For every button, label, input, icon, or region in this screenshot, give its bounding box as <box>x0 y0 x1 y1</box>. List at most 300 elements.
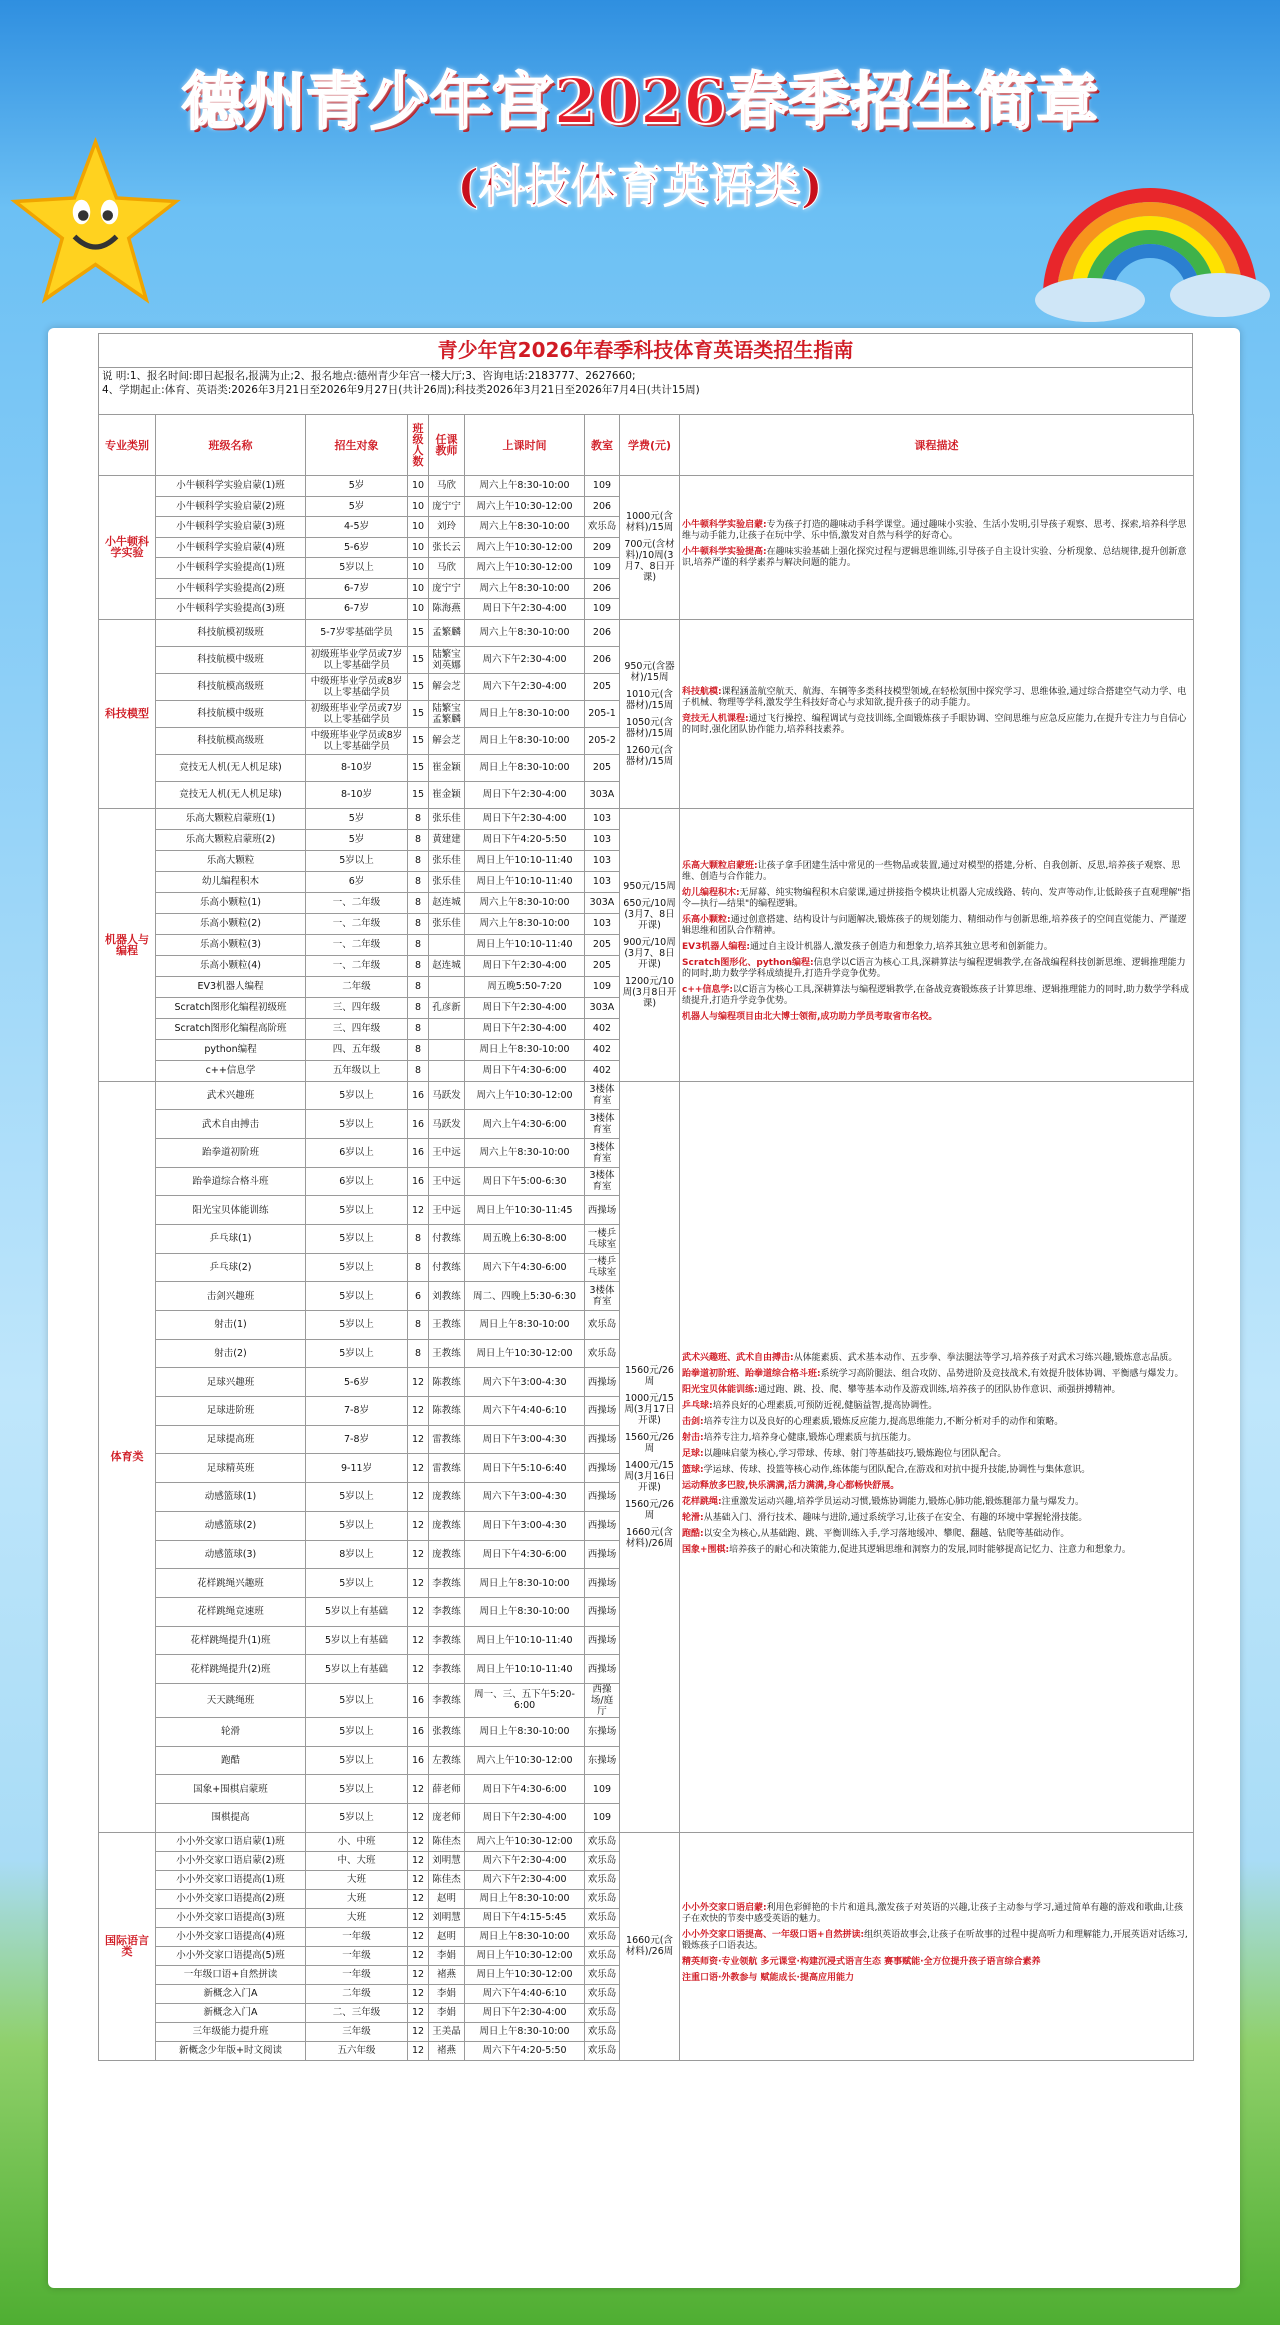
course-desc-text: 学运球、传球、投篮等核心动作,练体能与团队配合,在游戏和对抗中提升技能,协调性与集体意识。 <box>703 1464 1091 1475</box>
teacher-cell: 庞教练 <box>429 1483 465 1512</box>
course-desc-text: 从体能素质、武术基本动作、五步拳、拳法腿法等学习,培养孩子对武术习练兴趣,锻炼意志品质。 <box>793 1352 1178 1363</box>
course-desc-text: 专为孩子打造的趣味动手科学课堂。通过趣味小实验、生活小发明,引导孩子观察、思考、探索,培养科学思维与动手能力,让孩子在玩中学、乐中悟,激发对自然与科学的好奇心。 <box>682 520 1187 542</box>
time-cell: 周五晚上6:30-8:00 <box>465 1224 585 1253</box>
time-cell: 周日上午8:30-10:00 <box>465 1311 585 1340</box>
class-name-cell: 动感篮球(1) <box>156 1483 306 1512</box>
room-cell: 109 <box>585 976 620 997</box>
size-cell: 12 <box>408 1425 429 1454</box>
teacher-cell: 张乐佳 <box>429 913 465 934</box>
teacher-cell: 马欣 <box>429 476 465 497</box>
course-desc <box>682 1417 1191 1428</box>
course-desc-text: 组织英语故事会,让孩子在听故事的过程中提高听力和理解能力,开展英语对话练习,锻炼孩子口语表达。 <box>682 1930 1188 1952</box>
time-cell: 周六上午10:30-12:00 <box>465 558 585 579</box>
course-desc-heading: 武术兴趣班、武术自由搏击: <box>682 1352 794 1363</box>
table-row <box>99 1081 1194 1110</box>
room-cell: 103 <box>585 913 620 934</box>
teacher-cell: 刘明慧 <box>429 1908 465 1927</box>
teacher-cell: 刘明慧 <box>429 1851 465 1870</box>
time-cell: 周六上午8:30-10:00 <box>465 1138 585 1167</box>
size-cell: 12 <box>408 1655 429 1684</box>
teacher-cell: 褚燕 <box>429 2041 465 2060</box>
size-cell: 10 <box>408 496 429 517</box>
time-cell: 周六上午10:30-12:00 <box>465 496 585 517</box>
fee-text: 900元/10周(3月7、8日开课) <box>623 936 676 970</box>
teacher-cell: 解会芝 <box>429 673 465 700</box>
size-cell: 10 <box>408 476 429 497</box>
size-cell: 16 <box>408 1717 429 1746</box>
class-name-cell: 花样跳绳竞速班 <box>156 1597 306 1626</box>
room-cell: 西操场 <box>585 1397 620 1426</box>
time-cell: 周日上午10:30-12:00 <box>465 1946 585 1965</box>
size-cell: 16 <box>408 1746 429 1775</box>
target-cell: 三、四年级 <box>306 997 408 1018</box>
teacher-cell: 张乐佳 <box>429 808 465 829</box>
room-cell: 西操场 <box>585 1196 620 1225</box>
room-cell: 欢乐岛 <box>585 517 620 538</box>
teacher-cell <box>429 1039 465 1060</box>
class-name-cell: 足球精英班 <box>156 1454 306 1483</box>
target-cell: 9-11岁 <box>306 1454 408 1483</box>
room-cell: 欢乐岛 <box>585 2041 620 2060</box>
teacher-cell: 庞宁宁 <box>429 496 465 517</box>
class-name-cell: 小小外交家口语提高(3)班 <box>156 1908 306 1927</box>
room-cell: 109 <box>585 599 620 620</box>
course-desc-heading: 轮滑: <box>682 1512 704 1523</box>
target-cell: 5岁以上 <box>306 1569 408 1598</box>
target-cell: 6-7岁 <box>306 578 408 599</box>
teacher-cell: 黄建建 <box>429 829 465 850</box>
class-name-cell: 足球兴趣班 <box>156 1368 306 1397</box>
class-name-cell: 乒乓球(2) <box>156 1253 306 1282</box>
course-desc-text: 在趣味实验基础上强化探究过程与逻辑思维训练,引导孩子自主设计实验、分析现象、总结规律,提升创新意识,培养严谨的科学素养与解决问题的能力。 <box>682 547 1187 569</box>
target-cell: 5岁以上 <box>306 1511 408 1540</box>
class-name-cell: 跆拳道综合格斗班 <box>156 1167 306 1196</box>
time-cell: 周六下午3:00-4:30 <box>465 1368 585 1397</box>
course-desc-heading: 击剑: <box>682 1416 704 1427</box>
table-header-row <box>99 415 1194 476</box>
target-cell: 5岁以上 <box>306 1081 408 1110</box>
time-cell: 周日上午8:30-10:00 <box>465 1039 585 1060</box>
class-name-cell: 动感篮球(3) <box>156 1540 306 1569</box>
size-cell: 12 <box>408 1397 429 1426</box>
class-name-cell: 射击(2) <box>156 1339 306 1368</box>
course-desc <box>682 888 1191 910</box>
room-cell: 206 <box>585 646 620 673</box>
target-cell: 7-8岁 <box>306 1425 408 1454</box>
teacher-cell: 庞教练 <box>429 1511 465 1540</box>
category-cell: 体育类 <box>99 1081 156 1832</box>
teacher-cell: 雷教练 <box>429 1454 465 1483</box>
time-cell: 周日上午10:10-11:40 <box>465 871 585 892</box>
course-desc <box>682 942 1191 953</box>
size-cell: 10 <box>408 537 429 558</box>
room-cell: 西操场 <box>585 1626 620 1655</box>
time-cell: 周日下午4:20-5:50 <box>465 829 585 850</box>
class-name-cell: 三年级能力提升班 <box>156 2022 306 2041</box>
fee-cell <box>620 1832 680 2060</box>
room-cell: 303A <box>585 781 620 808</box>
guide-sheet <box>98 333 1193 2061</box>
room-cell: 209 <box>585 537 620 558</box>
target-cell: 5岁以上 <box>306 1339 408 1368</box>
teacher-cell: 王中远 <box>429 1196 465 1225</box>
room-cell: 103 <box>585 808 620 829</box>
target-cell: 一、二年级 <box>306 955 408 976</box>
teacher-cell: 褚燕 <box>429 1965 465 1984</box>
course-desc <box>682 687 1191 709</box>
course-desc-heading: 花样跳绳: <box>682 1496 722 1507</box>
size-cell: 8 <box>408 829 429 850</box>
class-name-cell: 新概念入门A <box>156 2003 306 2022</box>
target-cell: 五年级以上 <box>306 1060 408 1081</box>
time-cell: 周日上午8:30-10:00 <box>465 1597 585 1626</box>
course-desc-text: 培养专注力,培养身心健康,锻炼心理素质与抗压能力。 <box>703 1432 917 1443</box>
fee-text: 1010元(含器材)/15周 <box>625 688 674 711</box>
time-cell: 周六上午4:30-6:00 <box>465 1110 585 1139</box>
time-cell: 周五晚5:50-7:20 <box>465 976 585 997</box>
room-cell: 205 <box>585 955 620 976</box>
size-cell: 8 <box>408 1224 429 1253</box>
course-desc-text: 通过创意搭建、结构设计与问题解决,锻炼孩子的规划能力、精细动作与创新思维,培养孩子的空间直觉能力、严谨逻辑思维和团队合作精神。 <box>682 915 1187 936</box>
size-cell: 8 <box>408 1060 429 1081</box>
header-desc: 课程描述 <box>680 415 1194 476</box>
size-cell: 15 <box>408 727 429 754</box>
course-desc-heading: c++信息学: <box>682 985 734 995</box>
size-cell: 8 <box>408 1311 429 1340</box>
fee-text: 1560元/26周 <box>625 1364 674 1387</box>
time-cell: 周日下午4:30-6:00 <box>465 1060 585 1081</box>
size-cell: 15 <box>408 754 429 781</box>
target-cell: 8岁以上 <box>306 1540 408 1569</box>
teacher-cell <box>429 934 465 955</box>
room-cell: 103 <box>585 871 620 892</box>
teacher-cell: 孔彦新 <box>429 997 465 1018</box>
class-name-cell: 小牛顿科学实验提高(1)班 <box>156 558 306 579</box>
size-cell: 16 <box>408 1081 429 1110</box>
target-cell: 5岁以上 <box>306 558 408 579</box>
size-cell: 12 <box>408 1540 429 1569</box>
class-name-cell: 小牛顿科学实验启蒙(3)班 <box>156 517 306 538</box>
teacher-cell: 张教练 <box>429 1717 465 1746</box>
size-cell: 16 <box>408 1138 429 1167</box>
fee-text: 650元/10周(3月7、8日开课) <box>623 897 676 931</box>
size-cell: 12 <box>408 1889 429 1908</box>
room-cell: 一楼乒乓球室 <box>585 1253 620 1282</box>
class-name-cell: 科技航模中级班 <box>156 646 306 673</box>
course-desc <box>682 1529 1191 1540</box>
size-cell: 12 <box>408 1626 429 1655</box>
time-cell: 周六下午2:30-4:00 <box>465 1851 585 1870</box>
course-desc-text: 课程涵盖航空航天、航海、车辆等多类科技模型领域,在轻松氛围中探究学习、思维体验,通过综合搭建空气动力学、电子机械、物理等学科,激发学生科技好奇心与求知欲,提升孩子的动手能力。 <box>682 686 1187 708</box>
course-desc <box>682 1433 1191 1444</box>
time-cell: 周六上午10:30-12:00 <box>465 1746 585 1775</box>
course-desc <box>682 1513 1191 1524</box>
time-cell: 周六下午2:30-4:00 <box>465 673 585 700</box>
target-cell: 5岁以上 <box>306 1253 408 1282</box>
room-cell: 3楼体育室 <box>585 1282 620 1311</box>
teacher-cell: 李教练 <box>429 1655 465 1684</box>
time-cell: 周六上午8:30-10:00 <box>465 578 585 599</box>
fee-text: 1260元(含器材)/15周 <box>625 744 674 767</box>
room-cell: 109 <box>585 476 620 497</box>
room-cell: 东操场 <box>585 1746 620 1775</box>
time-cell: 周日下午5:10-6:40 <box>465 1454 585 1483</box>
room-cell: 西操场 <box>585 1540 620 1569</box>
header-size: 班级人数 <box>408 415 429 476</box>
size-cell: 12 <box>408 1965 429 1984</box>
time-cell: 周六上午8:30-10:00 <box>465 517 585 538</box>
header-class: 班级名称 <box>156 415 306 476</box>
time-cell: 周日下午2:30-4:00 <box>465 781 585 808</box>
course-desc <box>682 985 1191 1007</box>
time-cell: 周日下午2:30-4:00 <box>465 2003 585 2022</box>
teacher-cell: 王中远 <box>429 1167 465 1196</box>
room-cell: 欢乐岛 <box>585 1832 620 1851</box>
teacher-cell: 赵连城 <box>429 892 465 913</box>
category-cell: 小牛顿科学实验 <box>99 476 156 620</box>
course-desc-text: 无屏幕、纯实物编程积木启蒙课,通过拼接指令模块让机器人完成线路、转向、发声等动作,让低龄孩子直观理解"指令—执行—结果"的编程逻辑。 <box>682 888 1191 909</box>
course-desc-heading: 小牛顿科学实验启蒙: <box>682 520 767 531</box>
course-desc-heading: 射击: <box>682 1432 704 1443</box>
target-cell: 5岁以上 <box>306 1775 408 1804</box>
time-cell: 周日下午2:30-4:00 <box>465 808 585 829</box>
target-cell: 5岁以上 <box>306 1196 408 1225</box>
target-cell: 一年级 <box>306 1927 408 1946</box>
time-cell: 周六上午10:30-12:00 <box>465 1832 585 1851</box>
teacher-cell: 刘玲 <box>429 517 465 538</box>
size-cell: 10 <box>408 517 429 538</box>
room-cell: 303A <box>585 997 620 1018</box>
teacher-cell: 李教练 <box>429 1683 465 1717</box>
course-desc-heading: 机器人与编程项目由北大博士领衔,成功助力学员考取省市名校。 <box>682 1012 938 1022</box>
course-desc-cell <box>680 619 1194 808</box>
time-cell: 周日上午8:30-10:00 <box>465 1927 585 1946</box>
time-cell: 周日下午3:00-4:30 <box>465 1425 585 1454</box>
time-cell: 周二、四晚上5:30-6:30 <box>465 1282 585 1311</box>
room-cell: 109 <box>585 1775 620 1804</box>
size-cell: 8 <box>408 997 429 1018</box>
size-cell: 12 <box>408 1832 429 1851</box>
course-desc-text: 以C语言为核心工具,深耕算法与编程逻辑教学,在备战竞赛锻炼孩子计算思维、逻辑推理能力的同时,助力数学学科成绩提升,打造升学竞争优势。 <box>682 985 1189 1006</box>
guide-notes <box>98 367 1193 414</box>
class-name-cell: 动感篮球(2) <box>156 1511 306 1540</box>
course-desc-text: 以趣味启蒙为核心,学习带球、传球、射门等基础技巧,锻炼跑位与团队配合。 <box>703 1448 1007 1459</box>
time-cell: 周六上午8:30-10:00 <box>465 476 585 497</box>
course-desc <box>682 1353 1191 1364</box>
class-name-cell: 武术兴趣班 <box>156 1081 306 1110</box>
course-desc-heading: EV3机器人编程: <box>682 942 750 952</box>
size-cell: 12 <box>408 2022 429 2041</box>
class-name-cell: 小小外交家口语提高(4)班 <box>156 1927 306 1946</box>
time-cell: 周六上午10:30-12:00 <box>465 537 585 558</box>
class-name-cell: Scratch图形化编程初级班 <box>156 997 306 1018</box>
subtitle: (科技体育英语类) <box>457 159 823 213</box>
size-cell: 12 <box>408 1870 429 1889</box>
time-cell: 周一、三、五下午5:20-6:00 <box>465 1683 585 1717</box>
room-cell: 205 <box>585 673 620 700</box>
course-desc-text: 信息学以C语言为核心工具,深耕算法与编程逻辑教学,在备战编程科技创新思维、逻辑推理能力的同时,助力数学学科成绩提升,打造升学竞争优势。 <box>682 958 1186 979</box>
teacher-cell: 赵明 <box>429 1927 465 1946</box>
teacher-cell: 陈教练 <box>429 1397 465 1426</box>
room-cell: 欢乐岛 <box>585 1908 620 1927</box>
teacher-cell: 庞教练 <box>429 1540 465 1569</box>
class-name-cell: 科技航模高级班 <box>156 673 306 700</box>
course-desc-heading: 跆拳道初阶班、跆拳道综合格斗班: <box>682 1368 821 1379</box>
size-cell: 12 <box>408 1851 429 1870</box>
size-cell: 15 <box>408 700 429 727</box>
target-cell: 5岁以上 <box>306 1282 408 1311</box>
size-cell: 8 <box>408 1253 429 1282</box>
class-name-cell: 乐高小颗粒(4) <box>156 955 306 976</box>
room-cell: 欢乐岛 <box>585 1946 620 1965</box>
class-name-cell: 轮滑 <box>156 1717 306 1746</box>
course-desc <box>682 1449 1191 1460</box>
room-cell: 205 <box>585 934 620 955</box>
time-cell: 周日上午8:30-10:00 <box>465 1569 585 1598</box>
size-cell: 8 <box>408 871 429 892</box>
room-cell: 206 <box>585 496 620 517</box>
room-cell: 西操场 <box>585 1483 620 1512</box>
course-desc-heading: 竞技无人机课程: <box>682 713 749 724</box>
course-desc <box>682 714 1191 736</box>
schedule-table <box>98 414 1194 2061</box>
target-cell: 5-6岁 <box>306 1368 408 1397</box>
course-desc <box>682 1497 1191 1508</box>
room-cell: 3楼体育室 <box>585 1110 620 1139</box>
fee-text: 1400元/15周(3月16日开课) <box>624 1459 675 1493</box>
room-cell: 3楼体育室 <box>585 1138 620 1167</box>
header-time: 上课时间 <box>465 415 585 476</box>
teacher-cell: 李教练 <box>429 1597 465 1626</box>
class-name-cell: Scratch图形化编程高阶班 <box>156 1018 306 1039</box>
course-desc-cell <box>680 808 1194 1081</box>
size-cell: 8 <box>408 1039 429 1060</box>
teacher-cell: 马跃发 <box>429 1110 465 1139</box>
course-desc <box>682 1973 1191 1984</box>
course-desc <box>682 1903 1191 1925</box>
fee-cell <box>620 619 680 808</box>
main-title: 德州青少年宫2026春季招生简章 <box>181 65 1099 138</box>
target-cell: 5岁以上 <box>306 1110 408 1139</box>
course-desc <box>682 1401 1191 1412</box>
room-cell: 欢乐岛 <box>585 1870 620 1889</box>
target-cell: 7-8岁 <box>306 1397 408 1426</box>
teacher-cell: 解会芝 <box>429 727 465 754</box>
target-cell: 5岁 <box>306 808 408 829</box>
time-cell: 周六上午8:30-10:00 <box>465 913 585 934</box>
class-name-cell: 小牛顿科学实验提高(3)班 <box>156 599 306 620</box>
teacher-cell: 左教练 <box>429 1746 465 1775</box>
teacher-cell: 李娟 <box>429 1984 465 2003</box>
fee-cell <box>620 476 680 620</box>
course-desc-text: 利用色彩鲜艳的卡片和道具,激发孩子对英语的兴趣,让孩子主动参与学习,通过简单有趣的游戏和歌曲,让孩子在欢快的节奏中感受英语的魅力。 <box>682 1903 1184 1925</box>
teacher-cell: 李娟 <box>429 1946 465 1965</box>
course-desc-cell <box>680 1081 1194 1832</box>
class-name-cell: 击剑兴趣班 <box>156 1282 306 1311</box>
teacher-cell: 陈佳杰 <box>429 1832 465 1851</box>
note-line: 说 明:1、报名时间:即日起报名,报满为止;2、报名地点:德州青少年宫一楼大厅;3、咨询电话:2183777、2627660; <box>102 370 636 382</box>
target-cell: 一、二年级 <box>306 913 408 934</box>
class-name-cell: 竞技无人机(无人机足球) <box>156 781 306 808</box>
course-desc-heading: 运动释放多巴胺,快乐满满,活力满满,身心都畅快舒展。 <box>682 1480 900 1491</box>
time-cell: 周日上午8:30-10:00 <box>465 1717 585 1746</box>
time-cell: 周六上午8:30-10:00 <box>465 892 585 913</box>
fee-text: 950元(含器材)/15周 <box>624 660 675 683</box>
room-cell: 欢乐岛 <box>585 2022 620 2041</box>
size-cell: 10 <box>408 578 429 599</box>
target-cell: 二、三年级 <box>306 2003 408 2022</box>
course-desc <box>682 520 1191 542</box>
target-cell: 6岁 <box>306 871 408 892</box>
target-cell: 5岁以上 <box>306 1224 408 1253</box>
size-cell: 16 <box>408 1110 429 1139</box>
class-name-cell: 天天跳绳班 <box>156 1683 306 1717</box>
course-desc-text: 系统学习高阶腿法、组合攻防、品势进阶及竞技战术,有效提升肢体协调、平衡感与爆发力。 <box>820 1368 1184 1379</box>
room-cell: 东操场 <box>585 1717 620 1746</box>
fee-text: 950元/15周 <box>623 880 676 892</box>
course-desc-heading: 乒乓球: <box>682 1400 713 1411</box>
target-cell: 4-5岁 <box>306 517 408 538</box>
room-cell: 西操场 <box>585 1569 620 1598</box>
class-name-cell: 乐高小颗粒(1) <box>156 892 306 913</box>
teacher-cell: 庞老师 <box>429 1804 465 1833</box>
time-cell: 周日上午10:10-11:40 <box>465 1655 585 1684</box>
target-cell: 5岁以上有基础 <box>306 1626 408 1655</box>
class-name-cell: 一年级口语+自然拼读 <box>156 1965 306 1984</box>
teacher-cell: 付教练 <box>429 1253 465 1282</box>
size-cell: 15 <box>408 646 429 673</box>
room-cell: 109 <box>585 1804 620 1833</box>
room-cell: 402 <box>585 1060 620 1081</box>
size-cell: 12 <box>408 1775 429 1804</box>
time-cell: 周日下午2:30-4:00 <box>465 1804 585 1833</box>
target-cell: 三年级 <box>306 2022 408 2041</box>
fee-text: 700元(含材料)/10周(3月7、8日开课) <box>624 539 675 584</box>
course-desc-text: 从基础入门、滑行技术、趣味与进阶,通过系统学习,让孩子在安全、有趣的环境中掌握轮滑技能。 <box>703 1512 1088 1523</box>
course-desc-heading: Scratch图形化、python编程: <box>682 958 814 968</box>
room-cell: 西操场 <box>585 1454 620 1483</box>
size-cell: 12 <box>408 1984 429 2003</box>
room-cell: 402 <box>585 1039 620 1060</box>
room-cell: 欢乐岛 <box>585 2003 620 2022</box>
room-cell: 205-2 <box>585 727 620 754</box>
size-cell: 12 <box>408 1196 429 1225</box>
course-desc <box>682 1545 1191 1556</box>
target-cell: 中级班毕业学员或8岁以上零基础学员 <box>306 727 408 754</box>
fee-cell <box>620 808 680 1081</box>
class-name-cell: 乐高小颗粒(3) <box>156 934 306 955</box>
fee-text: 1560元/26周 <box>625 1431 674 1454</box>
room-cell: 402 <box>585 1018 620 1039</box>
room-cell: 3楼体育室 <box>585 1081 620 1110</box>
target-cell: 大班 <box>306 1889 408 1908</box>
room-cell: 欢乐岛 <box>585 1889 620 1908</box>
room-cell: 303A <box>585 892 620 913</box>
course-desc-text: 通过飞行操控、编程调试与竞技训练,全面锻炼孩子手眼协调、空间思维与应急反应能力,在提升专注力与自信心的同时,强化团队协作能力,培养科技素养。 <box>682 713 1187 735</box>
course-desc-text: 以安全为核心,从基础跑、跳、平衡训练入手,学习落地缓冲、攀爬、翻越、钻爬等基础动作。 <box>703 1528 1070 1539</box>
target-cell: 5岁 <box>306 496 408 517</box>
header-category: 专业类别 <box>99 415 156 476</box>
table-row <box>99 1832 1194 1851</box>
target-cell: 6岁以上 <box>306 1167 408 1196</box>
target-cell: 5岁以上 <box>306 1311 408 1340</box>
target-cell: 5岁 <box>306 829 408 850</box>
room-cell: 欢乐岛 <box>585 1927 620 1946</box>
teacher-cell: 张乐佳 <box>429 850 465 871</box>
target-cell: 5岁以上 <box>306 1717 408 1746</box>
course-desc-heading: 小小外交家口语提高、一年级口语+自然拼读: <box>682 1930 865 1941</box>
target-cell: 四、五年级 <box>306 1039 408 1060</box>
